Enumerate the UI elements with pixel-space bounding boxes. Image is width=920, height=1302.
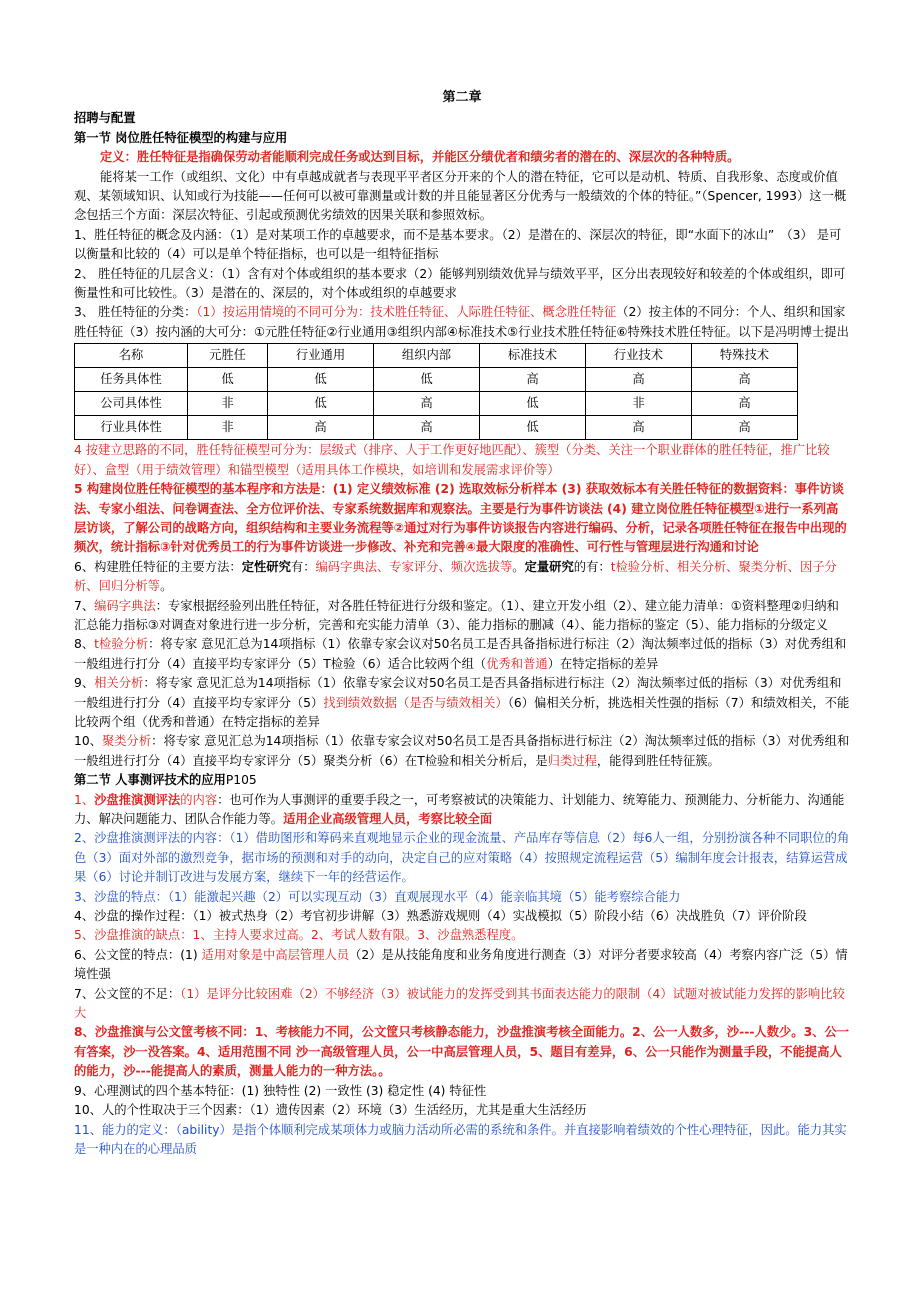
section2-title: 第二节 人事测评技术的应用 — [74, 773, 226, 788]
item-1: 1、胜任特征的概念及内涵：（1）是对某项工作的卓越要求，而不是基本要求。（2）是潜在的、深层次的特征，即“水面下的冰山” （3） 是可以衡量和比较的（4）可以是单个特征指标，也可以是一组特征指标 — [74, 227, 842, 262]
s2-item-7-lead: 7、公文筐的不足： — [74, 986, 181, 1001]
item-9-term: 相关分析 — [94, 676, 144, 691]
item-3-lead: 3、 胜任特征的分类： — [74, 305, 197, 320]
competency-table — [74, 343, 798, 440]
s2-item-1 — [74, 791, 850, 830]
item-7-term: 编码字典法 — [94, 598, 156, 613]
table-cell: 高 — [480, 368, 586, 392]
s2-item-10: 10、人的个性取决于三个因素：（1）遗传因素（2）环境（3）生活经历，尤其是重大生活经历 — [74, 1103, 587, 1118]
s2-item-1-term: 沙盘推演测评法 — [94, 792, 181, 807]
s2-item-1-num: 1、 — [74, 792, 95, 807]
table-cell: 高 — [691, 416, 797, 440]
item-3 — [74, 303, 850, 342]
item-6-qual-methods: 编码字典法、专家评分、频次选拔等 — [315, 559, 513, 574]
s2-item-1-highlight: 适用企业高级管理人员，考察比较全面 — [283, 812, 493, 826]
s2-item-6-text: （2）是从技能角度和业务角度进行测查（3）对评分者要求较高（4）考察内容广泛（5）情境性强 — [74, 947, 848, 982]
table-row — [75, 392, 798, 416]
table-cell: 非 — [188, 392, 268, 416]
item-6-quant-methods: t检验分析、相关分析、聚类分析、因子分析、回归分析等 — [74, 559, 837, 594]
item-4-lead: 4 按建立思路的不同，胜任 — [74, 443, 221, 458]
item-6-quantitative: 定量研究 — [524, 559, 574, 574]
item-3-rest: （2）按主体的不同分：个人、组织和国家胜任特征（3）按内涵的大可分：①元胜任特征②行业通用③组织内部④标准技术⑤行业技术胜任特征⑥特殊技术胜任特征。以下是冯明博士提出 — [74, 305, 849, 339]
item-8-highlight: 优秀和普通 — [486, 656, 548, 671]
item-6-text: 。 — [512, 559, 525, 574]
spencer-paragraph: 能将某一工作（或组织、文化）中有卓越成就者与表现平平者区分开来的个人的潜在特征，它可以是动机、特质、自我形象、态度或价值观、某领域知识、认知或行为技能——任何可以被可靠测量或计数的并且能显著区分优秀与一般绩效的个体的特征。”（Spencer, 1993）这一概念包括三个方面：深层次特征、引起或预测优劣绩效的因果关联和参照效标。 — [74, 169, 847, 223]
s2-item-9: 9、心理测试的四个基本特征：(1) 独特性 (2) 一致性 (3) 稳定性 (4) 特征性 — [74, 1083, 487, 1098]
item-10 — [74, 732, 850, 771]
chapter-title: 第二章 — [442, 90, 482, 105]
item-6-text: 有： — [290, 559, 316, 574]
s2-item-7-highlight: （1）是评分比较困难（2）不够经济（3）被试能力的发挥受到其书面表达能力的限制（4）试题对被试能力发挥的影响比较大 — [74, 986, 845, 1021]
item-10-highlight: 归类过程 — [547, 753, 597, 768]
item-9-num: 9、 — [74, 676, 95, 691]
table-cell: 低 — [188, 368, 268, 392]
item-10-text: ，能得到胜任特征簇。 — [596, 753, 720, 768]
section2-page-ref: P105 — [225, 773, 257, 788]
table-header-cell: 组织内部 — [374, 344, 480, 368]
table-cell: 非 — [585, 392, 691, 416]
s2-item-1-text: ：也可作为人事测评的重要手段之一，可考察被试的决策能力、计划能力、统筹能力、预测能力、分析能力、沟通能力、解决问题能力、团队合作能力等。 — [74, 792, 845, 826]
item-3-red: （1）按运用情境的不同可分为：技术胜任特征、人际胜任特征、概念胜任特征 — [196, 305, 617, 320]
table-header-cell: 行业通用 — [268, 344, 374, 368]
item-6-text: 的有： — [573, 559, 611, 574]
item-7-text: ：专家根据经验列出胜任特征，对各胜任特征进行分级和鉴定。（1）、建立开发小组（2）、建立能力清单：①资料整理②归纳和汇总能力指标③对调查对象进行进一步分析，完善和充实能力清单（3）、能力指标的删减（4）、能力指标的鉴定（5）、能力指标的分级定义 — [74, 598, 839, 632]
s2-item-1-term2: 的内容 — [180, 792, 218, 807]
s2-item-8: 8、沙盘推演与公文筐考核不同：1、考核能力不同，公文筐只考核静态能力，沙盘推演考核全面能力。2、公一人数多，沙---人数少。3、公一有答案，沙一没答案。4、适用范围不同 沙一高级管理人员，公一中高层管理人员，5、题目有差异，6、公一只能作为测量手段，不能提高人的能力，沙---能提高人的素质，测量人能力的一种方法。。 — [74, 1025, 850, 1079]
item-8-term: t检验分析 — [94, 637, 149, 652]
s2-item-6-highlight: 适用对象是中高层管理人员 — [201, 947, 350, 962]
table-header-row — [75, 344, 798, 368]
s2-item-5: 5、沙盘推演的缺点：1、主持人要求过高。2、考试人数有限。3、沙盘熟悉程度。 — [74, 928, 524, 943]
item-8-num: 8、 — [74, 637, 95, 652]
item-6-text: 。 — [160, 579, 173, 594]
table-cell: 公司具体性 — [75, 392, 188, 416]
item-7 — [74, 597, 850, 636]
s2-item-7 — [74, 985, 850, 1024]
item-10-text: ：将专家 意见汇总为14项指标（1）依靠专家会议对50名员工是否具备指标进行标注（2）淘汰频率过低的指标（3）对优秀组和一般组进行打分（4）直接平均专家评分（5）聚类分析（6）在T检验和相关分析后，是 — [74, 734, 850, 768]
section1-title: 第一节 岗位胜任特征模型的构建与应用 — [74, 130, 288, 145]
table-row — [75, 416, 798, 440]
table-header-cell: 标准技术 — [480, 344, 586, 368]
table-cell: 低 — [480, 416, 586, 440]
item-2: 2、 胜任特征的几层含义：（1）含有对个体或组织的基本要求（2）能够判别绩效优异与绩效平平，区分出表现较好和较差的个体或组织，即可衡量性和可比较性。（3）是潜在的、深层的，对个体或组织的卓越要求 — [74, 266, 846, 301]
table-cell: 低 — [268, 392, 374, 416]
document-page — [74, 88, 850, 1159]
table-row — [75, 368, 798, 392]
table-cell: 非 — [188, 416, 268, 440]
item-7-num: 7、 — [74, 598, 95, 613]
table-cell: 高 — [374, 416, 480, 440]
table-cell: 高 — [585, 416, 691, 440]
item-9 — [74, 674, 850, 732]
item-8-text: ：将专家 意见汇总为14项指标（1）依靠专家会议对50名员工是否具备指标进行标注（2）淘汰频率过低的指标（3）对优秀组和一般组进行打分（4）直接平均专家评分（5）T检验（6）适合比较两个组（ — [74, 637, 847, 671]
item-6 — [74, 558, 850, 597]
table-cell: 高 — [268, 416, 374, 440]
item-4 — [74, 441, 850, 480]
table-cell: 低 — [268, 368, 374, 392]
s2-item-2: 2、沙盘推演测评法的内容：（1）借助图形和筹码来直观地显示企业的现金流量、产品库存等信息（2）每6人一组，分别扮演各种不同职位的角色（3）面对外部的激烈竞争，据市场的预测和对手的动向，决定自己的应对策略（4）按照规定流程运营（5）编制年度会计报表，结算运营成果（6）讨论并制订改进与发展方案，继续下一年的经营运作。 — [74, 831, 850, 885]
item-8-text: ）在特定指标的差异 — [547, 656, 659, 671]
table-header-cell: 名称 — [75, 344, 188, 368]
table-header-cell: 元胜任 — [188, 344, 268, 368]
table-cell: 低 — [374, 368, 480, 392]
table-cell: 高 — [691, 392, 797, 416]
table-header-cell: 特殊技术 — [691, 344, 797, 368]
section2-heading — [74, 771, 850, 790]
s2-item-6-lead: 6、公文筐的特点：(1) — [74, 947, 202, 962]
s2-item-11: 11、能力的定义：（ability）是指个体顺利完成某项体力或脑力活动所必需的系统和条件。并直接影响着绩效的个性心理特征，因此。能力其实是一种内在的心理品质 — [74, 1122, 847, 1156]
table-cell: 行业具体性 — [75, 416, 188, 440]
item-6-lead: 6、构建胜任特征的主要方法： — [74, 559, 242, 574]
item-10-term: 聚类分析 — [101, 734, 152, 749]
item-9-highlight: 找到绩效数据（是否与绩效相关） — [323, 695, 508, 710]
item-5: 5 构建岗位胜任特征模型的基本程序和方法是：(1) 定义绩效标准 (2) 选取效标分析样本 (3) 获取效标本有关胜任特征的数据资料：事件访谈法、专家小组法、问卷调查法、全方位评价法、专家系统数据库和观察法。主要是行为事件访谈法 (4) 建立岗位胜任特征模型①进行一系列高层访谈，了解公司的战略方向，组织结构和主要业务流程等②通过对行为事件访谈报告内容进行编码、分析，记录各项胜任特征在报告中出现的频次，统计指标③针对优秀员工的行为事件访谈进一步修改、补充和完善④最大限度的准确性、可行性与管理层进行沟通和讨论 — [74, 482, 847, 555]
table-header-cell: 行业技术 — [585, 344, 691, 368]
table-cell: 低 — [480, 392, 586, 416]
table-cell: 高 — [585, 368, 691, 392]
table-cell: 高 — [691, 368, 797, 392]
item-9-text: ：将专家 意见汇总为14项指标（1）依靠专家会议对50名员工是否具备指标进行标注（2）淘汰频率过低的指标（3）对优秀组和一般组进行打分（4）直接平均专家评分（5） — [74, 676, 842, 710]
s2-item-4: 4、沙盘的操作过程：（1）被式热身（2）考官初步讲解（3）熟悉游戏规则（4）实战模拟（5）阶段小结（6）决战胜负（7）评价阶段 — [74, 909, 807, 924]
item-9-text: （6）偏相关分析，挑选相关性强的指标（7）和绩效相关，不能比较两个组（优秀和普通）在特定指标的差异 — [74, 695, 850, 729]
item-8 — [74, 635, 850, 674]
definition-paragraph: 定义：胜任特征是指确保劳动者能顺利完成任务或达到目标，并能区分绩优者和绩劣者的潜在的、深层次的各种特质。 — [100, 150, 740, 165]
s2-item-3: 3、沙盘的特点：（1）能激起兴趣（2）可以实现互动（3）直观展现水平（4）能亲临其境（5）能考察综合能力 — [74, 889, 681, 904]
table-cell: 高 — [374, 392, 480, 416]
item-10-num: 10、 — [74, 734, 102, 749]
table-cell: 任务具体性 — [75, 368, 188, 392]
part-title: 招聘与配置 — [74, 111, 136, 126]
item-6-qualitative: 定性研究 — [241, 559, 291, 574]
s2-item-6 — [74, 946, 850, 985]
item-4-rest: 特征模型可分为：层级式（排序、人于工作更好地匹配）、簇型（分类、关注一个职业群体的胜任特征，推广比较好）、盒型（用于绩效管理）和锚型模型（适用具体工作模块，如培训和发展需求评价等） — [74, 443, 830, 477]
